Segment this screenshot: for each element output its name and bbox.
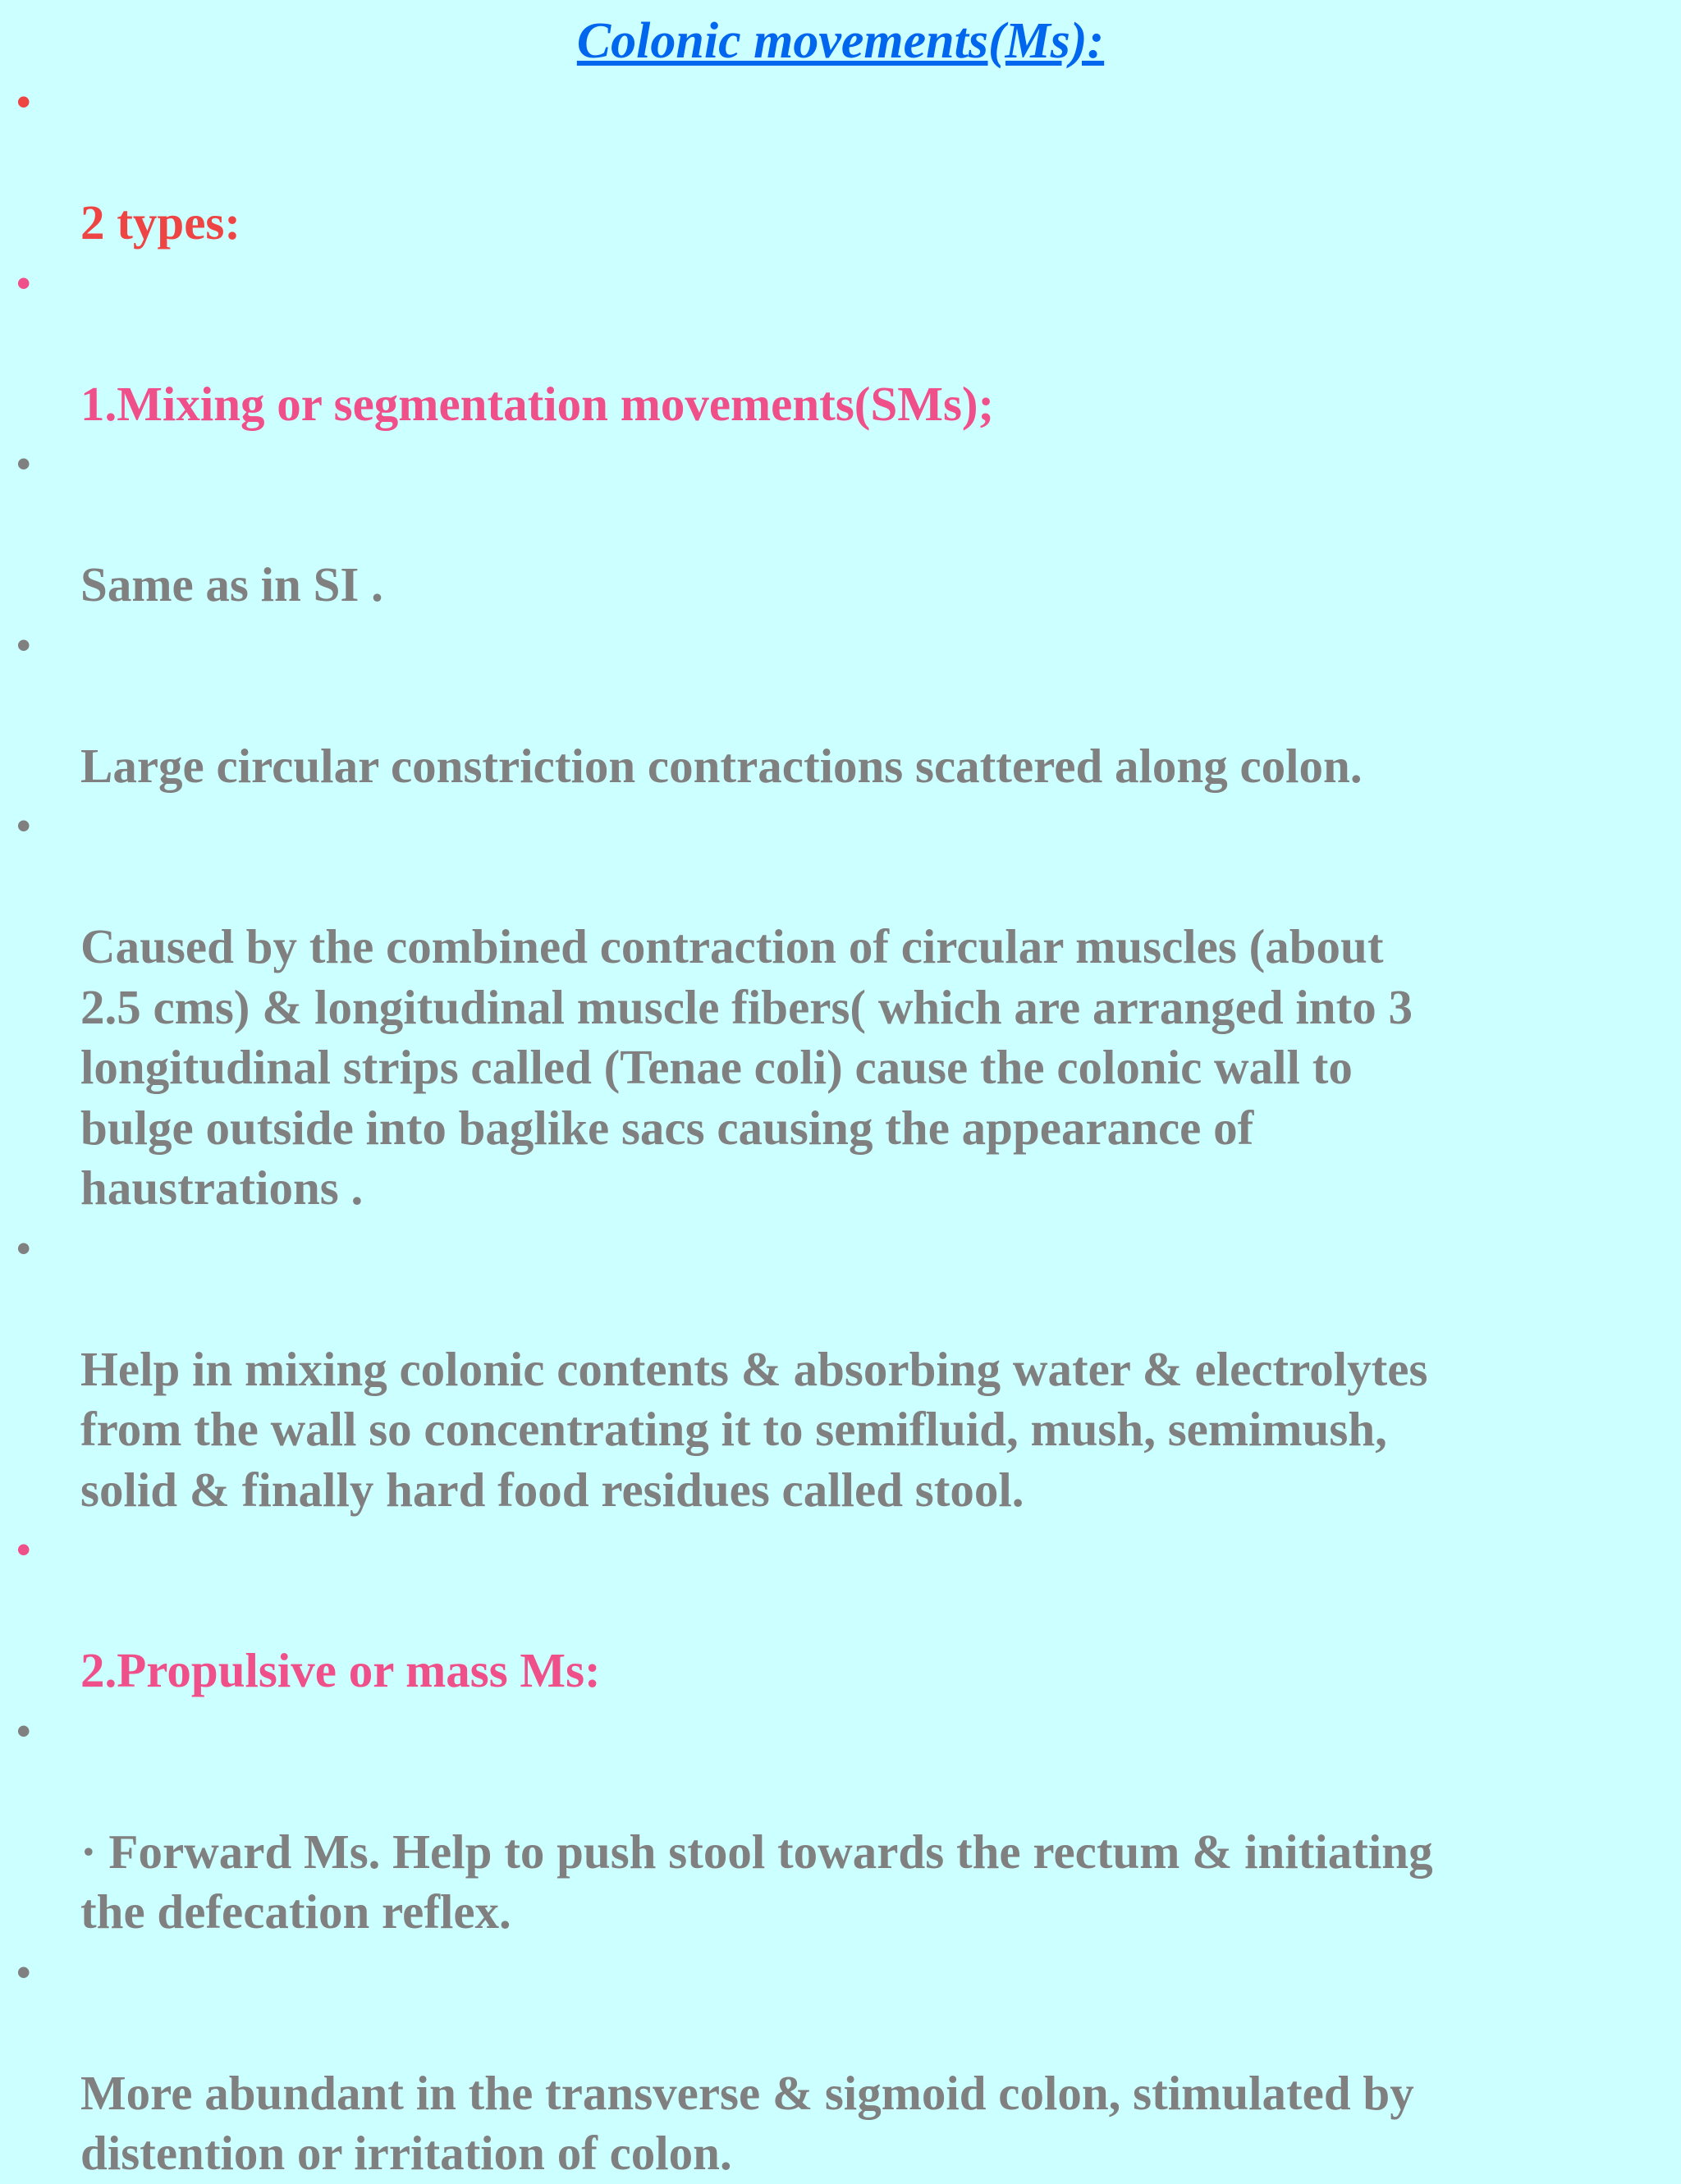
bullet-text: Caused by the combined contraction of circular muscles (about 2.5 cms) & longitudinal muscle fibers( which are arranged into 3 longitudinal strips called (Tenae coli) cause the colonic wall to bulge outside into baglike sacs causing the appearance of haustrations . (80, 919, 1413, 1215)
bullet-dot-icon: • (16, 621, 31, 668)
bullet-list (0, 72, 1666, 2184)
bullet-text: · Forward Ms. Help to push stool towards the rectum & initiating the defecation reflex. (80, 1824, 1433, 1939)
bullet-dot-icon: • (16, 1707, 31, 1754)
bullet-text: Help in mixing colonic contents & absorbing water & electrolytes from the wall so concentrating it to semifluid, mush, semimush, solid & finally hard food residues called stool. (80, 1341, 1428, 1517)
bullet-item-help-mixing (0, 1219, 1666, 1521)
bullet-item-large-circular (0, 616, 1666, 797)
bullet-text: Large circular constriction contractions scattered along colon. (80, 738, 1363, 793)
bullet-dot-icon: • (16, 441, 31, 487)
bullet-item-caused-by (0, 796, 1666, 1219)
bullet-text: 2.Propulsive or mass Ms: (80, 1643, 601, 1697)
bullet-item-propulsive-heading (0, 1520, 1666, 1701)
bullet-item-same-as-si (0, 434, 1666, 616)
bullet-text: 1.Mixing or segmentation movements(SMs); (80, 376, 995, 431)
bullet-dot-icon: • (16, 1225, 31, 1271)
bullet-item-more-abundant (0, 1943, 1666, 2184)
bullet-item-mixing-heading (0, 254, 1666, 435)
bullet-dot-icon: • (16, 803, 31, 849)
bullet-text: 2 types: (80, 195, 241, 250)
bullet-dot-icon: • (16, 1527, 31, 1573)
bullet-dot-icon: • (16, 1948, 31, 1995)
bullet-dot-icon: • (16, 259, 31, 306)
bullet-text: More abundant in the transverse & sigmoid colon, stimulated by distention or irritation of colon. (80, 2065, 1414, 2180)
bullet-text: Same as in SI . (80, 557, 383, 611)
bullet-item-types (0, 72, 1666, 254)
bullet-dot-icon: • (16, 79, 31, 125)
bullet-item-forward-ms (0, 1701, 1666, 1943)
slide-title: Colonic movements(Ms): (576, 13, 1105, 69)
